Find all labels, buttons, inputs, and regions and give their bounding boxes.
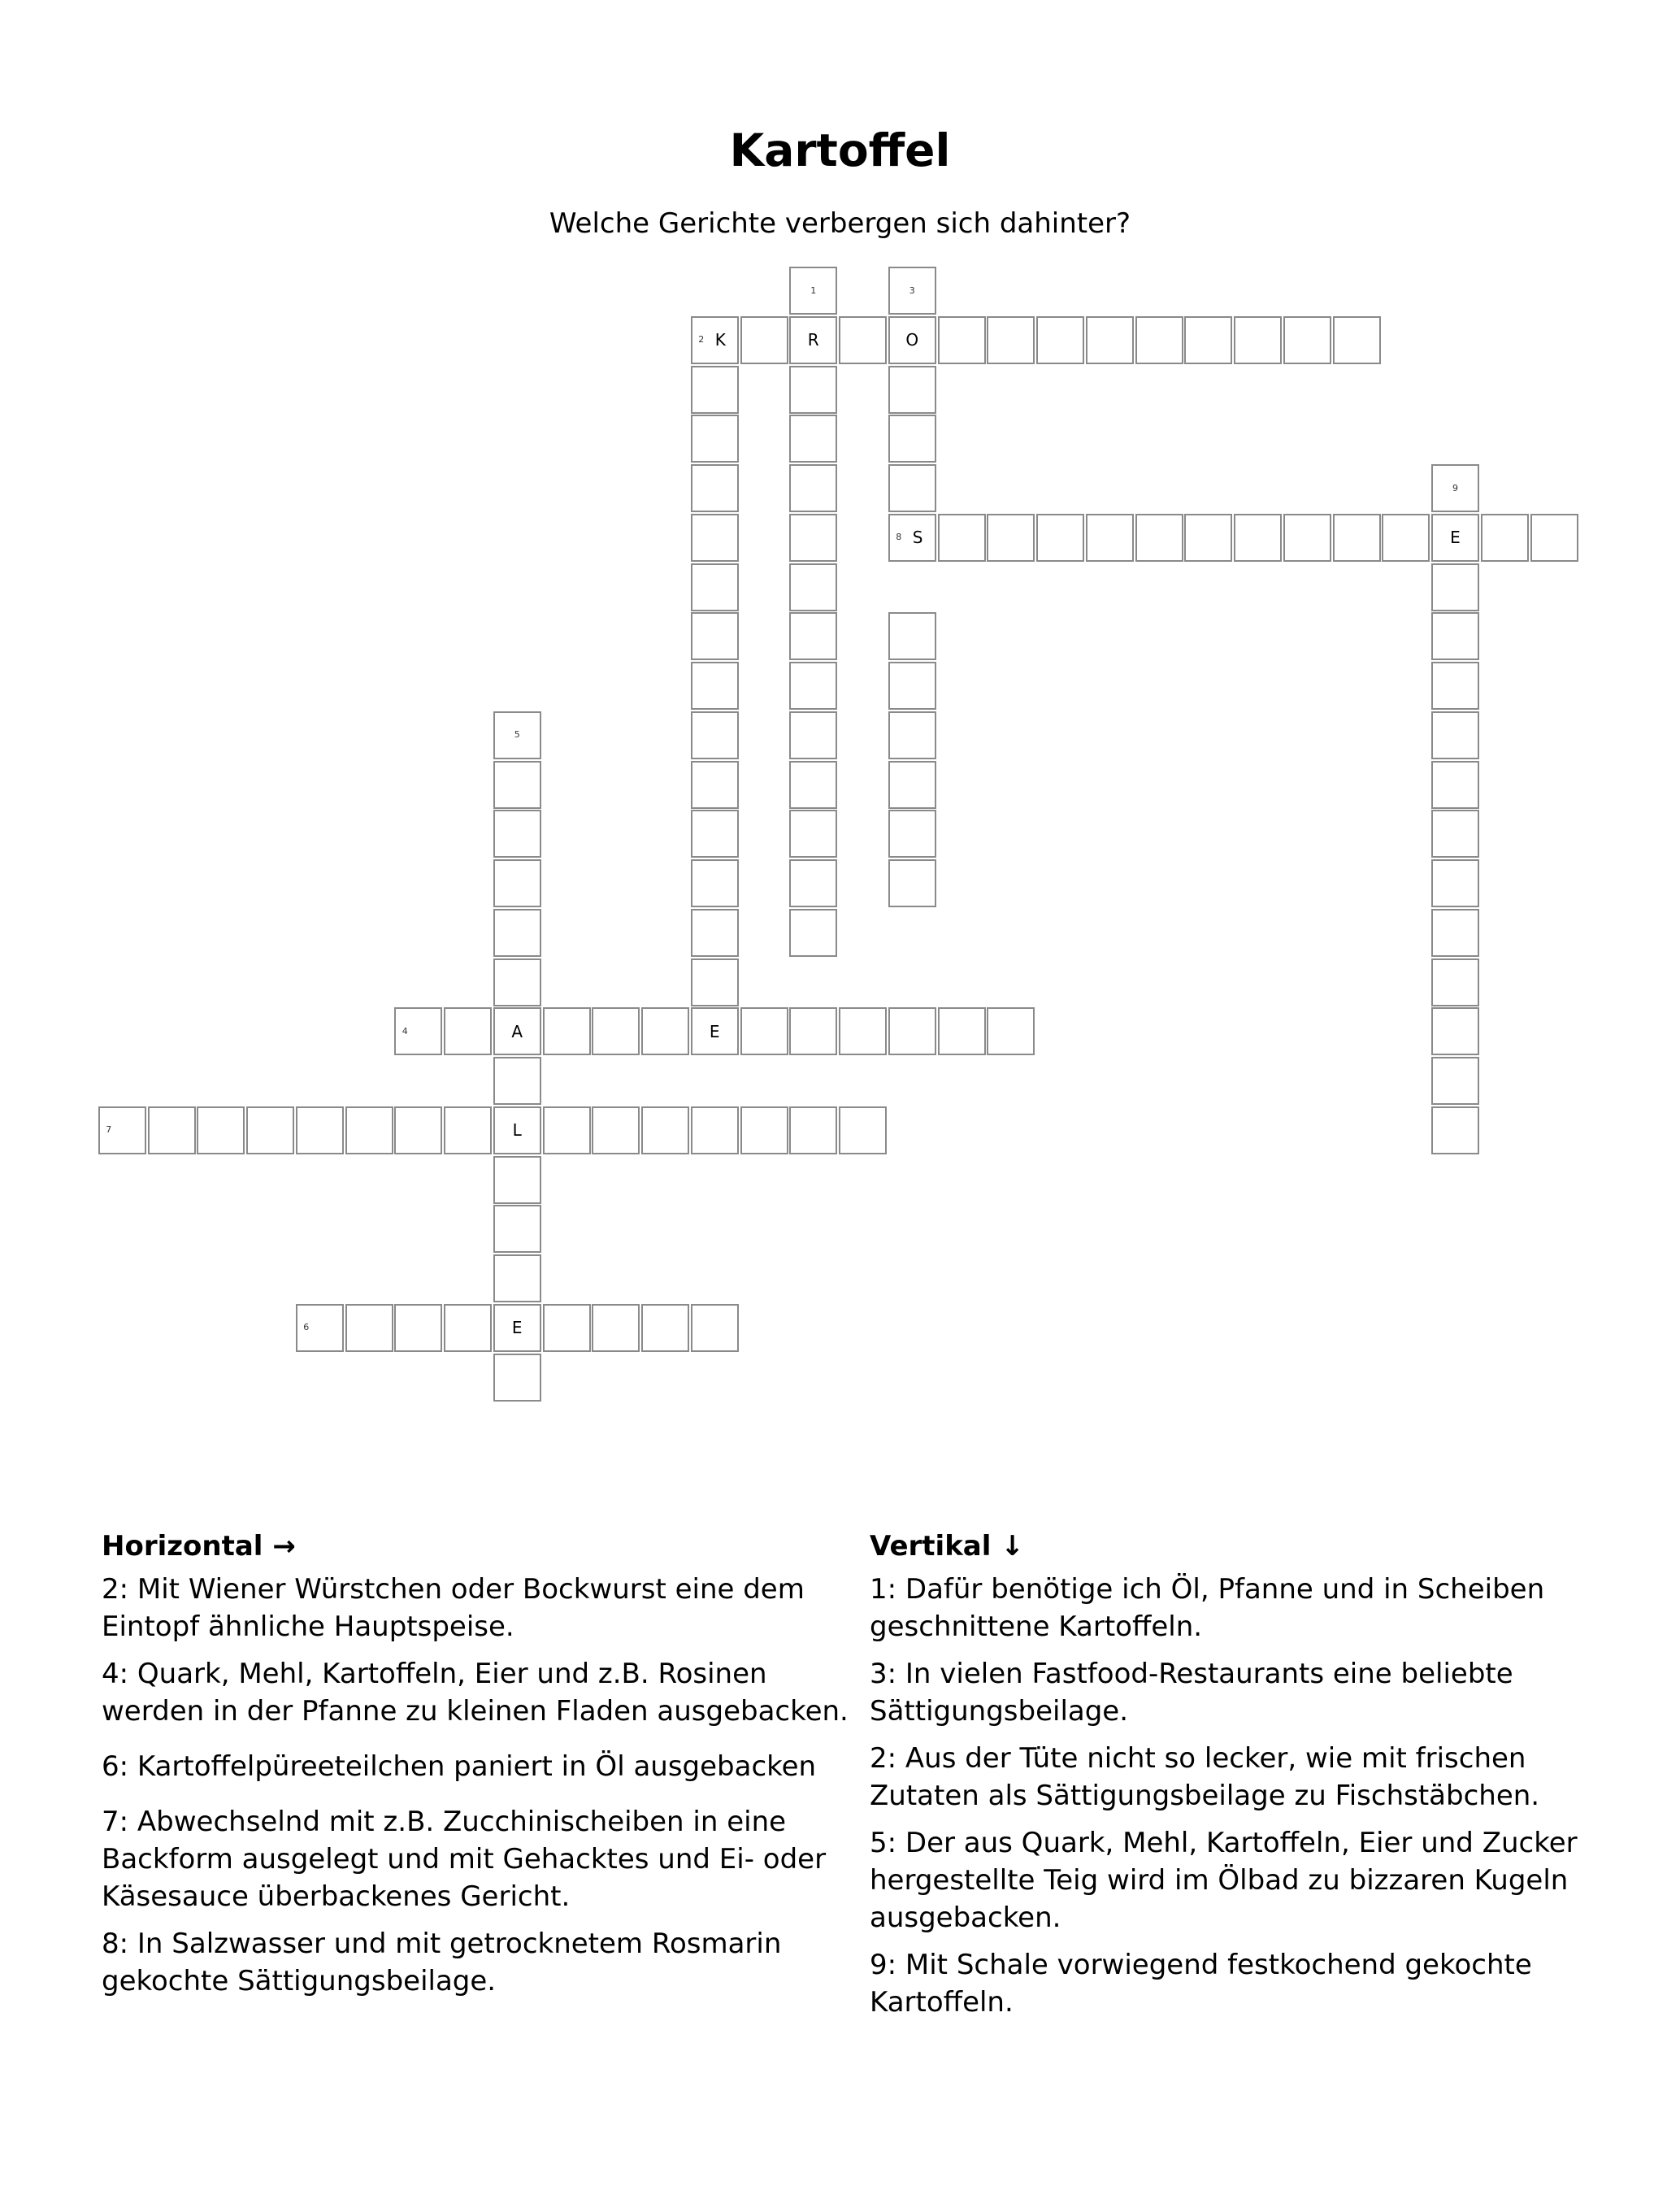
crossword-cell[interactable] bbox=[1530, 514, 1578, 562]
crossword-cell[interactable] bbox=[543, 1106, 591, 1154]
crossword-cell[interactable] bbox=[987, 316, 1035, 364]
crossword-cell[interactable] bbox=[789, 366, 837, 414]
crossword-cell[interactable] bbox=[1431, 810, 1479, 858]
crossword-cell[interactable] bbox=[1333, 514, 1381, 562]
crossword-cell[interactable] bbox=[543, 1007, 591, 1055]
crossword-cell[interactable] bbox=[345, 1304, 393, 1352]
crossword-cell[interactable] bbox=[641, 1007, 689, 1055]
crossword-cell[interactable] bbox=[1431, 662, 1479, 710]
crossword-cell[interactable] bbox=[938, 1007, 986, 1055]
crossword-cell[interactable] bbox=[938, 316, 986, 364]
crossword-cell[interactable] bbox=[691, 366, 739, 414]
crossword-cell[interactable] bbox=[493, 1205, 541, 1253]
crossword-cell[interactable] bbox=[888, 761, 936, 809]
clue-number: 2 bbox=[698, 334, 705, 346]
crossword-cell[interactable] bbox=[839, 316, 887, 364]
crossword-cell[interactable] bbox=[1135, 316, 1183, 364]
crossword-cell[interactable] bbox=[888, 514, 936, 562]
cell-letter: E bbox=[1450, 528, 1461, 548]
crossword-cell[interactable] bbox=[98, 1106, 146, 1154]
crossword-cell[interactable] bbox=[1431, 1007, 1479, 1055]
crossword-cell[interactable] bbox=[789, 514, 837, 562]
crossword-cell[interactable] bbox=[493, 1254, 541, 1302]
cell-letter: L bbox=[512, 1120, 522, 1141]
crossword-cell[interactable] bbox=[789, 909, 837, 957]
clue-number: 3 bbox=[909, 285, 915, 296]
crossword-cell[interactable] bbox=[888, 415, 936, 463]
crossword-cell[interactable] bbox=[789, 662, 837, 710]
crossword-cell[interactable] bbox=[740, 1007, 788, 1055]
crossword-cell[interactable] bbox=[493, 1057, 541, 1105]
crossword-cell[interactable] bbox=[691, 1106, 739, 1154]
crossword-cell[interactable] bbox=[789, 859, 837, 907]
crossword-cell[interactable] bbox=[296, 1304, 344, 1352]
crossword-cell[interactable] bbox=[691, 1007, 739, 1055]
clue-number: 1 bbox=[810, 285, 817, 296]
clue-number: 7 bbox=[106, 1124, 112, 1136]
cell-letter: O bbox=[905, 330, 919, 350]
crossword-cell[interactable] bbox=[789, 810, 837, 858]
crossword-cell[interactable] bbox=[641, 1106, 689, 1154]
crossword-cell[interactable] bbox=[1184, 316, 1232, 364]
crossword-cell[interactable] bbox=[493, 1304, 541, 1352]
crossword-cell[interactable] bbox=[296, 1106, 344, 1154]
clue-vertical-2: 2: Aus der Tüte nicht so lecker, wie mit frischen Zutaten als Sättigungsbeilage zu Fischstäbchen. bbox=[870, 1742, 1540, 1812]
crossword-cell[interactable] bbox=[493, 1354, 541, 1402]
clue-number: 5 bbox=[514, 729, 520, 741]
crossword-cell[interactable] bbox=[1234, 514, 1282, 562]
vertical-heading: Vertikal ↓ bbox=[870, 1530, 1024, 1563]
crossword-cell[interactable] bbox=[1283, 316, 1331, 364]
clue-vertical-9: 9: Mit Schale vorwiegend festkochend gekochte Kartoffeln. bbox=[870, 1949, 1532, 2019]
crossword-cell[interactable] bbox=[691, 958, 739, 1006]
crossword-cell[interactable] bbox=[691, 612, 739, 660]
crossword-cell[interactable] bbox=[543, 1304, 591, 1352]
crossword-cell[interactable] bbox=[888, 859, 936, 907]
crossword-cell[interactable] bbox=[493, 958, 541, 1006]
crossword-cell[interactable] bbox=[1036, 514, 1084, 562]
crossword-cell[interactable] bbox=[641, 1304, 689, 1352]
crossword-cell[interactable] bbox=[1431, 612, 1479, 660]
crossword-cell[interactable] bbox=[1431, 464, 1479, 512]
crossword-cell[interactable] bbox=[839, 1106, 887, 1154]
crossword-cell[interactable] bbox=[789, 563, 837, 611]
crossword-cell[interactable] bbox=[691, 662, 739, 710]
clue-vertical-5: 5: Der aus Quark, Mehl, Kartoffeln, Eier und Zucker hergestellte Teig wird im Ölbad zu bizzaren Kugeln ausgebacken. bbox=[870, 1827, 1578, 1934]
horizontal-heading: Horizontal → bbox=[102, 1530, 296, 1563]
crossword-cell[interactable] bbox=[789, 711, 837, 759]
crossword-cell[interactable] bbox=[1333, 316, 1381, 364]
crossword-cell[interactable] bbox=[444, 1304, 492, 1352]
crossword-cell[interactable] bbox=[592, 1007, 640, 1055]
crossword-cell[interactable] bbox=[1431, 514, 1479, 562]
cell-letter: R bbox=[807, 330, 819, 350]
crossword-cell[interactable] bbox=[691, 415, 739, 463]
crossword-cell[interactable] bbox=[888, 711, 936, 759]
crossword-cell[interactable] bbox=[888, 810, 936, 858]
crossword-cell[interactable] bbox=[1431, 563, 1479, 611]
crossword-cell[interactable] bbox=[148, 1106, 196, 1154]
vertical-clues bbox=[870, 1528, 1601, 2031]
crossword-cell[interactable] bbox=[691, 859, 739, 907]
crossword-cell[interactable] bbox=[1036, 316, 1084, 364]
crossword-cell[interactable] bbox=[493, 1156, 541, 1204]
crossword-cell[interactable] bbox=[789, 761, 837, 809]
crossword-cell[interactable] bbox=[888, 316, 936, 364]
clue-horizontal-4: 4: Quark, Mehl, Kartoffeln, Eier und z.B. Rosinen werden in der Pfanne zu kleinen Fladen ausgebacken. bbox=[102, 1658, 849, 1728]
crossword-cell[interactable] bbox=[246, 1106, 294, 1154]
crossword-cell[interactable] bbox=[740, 316, 788, 364]
crossword-cell[interactable] bbox=[394, 1106, 442, 1154]
clue-horizontal-8: 8: In Salzwasser und mit getrocknetem Rosmarin gekochte Sättigungsbeilage. bbox=[102, 1928, 782, 1997]
crossword-cell[interactable] bbox=[740, 1106, 788, 1154]
clue-vertical-1: 1: Dafür benötige ich Öl, Pfanne und in Scheiben geschnittene Kartoffeln. bbox=[870, 1573, 1545, 1643]
crossword-cell[interactable] bbox=[394, 1007, 442, 1055]
cell-letter: S bbox=[912, 528, 923, 548]
clue-vertical-3: 3: In vielen Fastfood-Restaurants eine beliebte Sättigungsbeilage. bbox=[870, 1658, 1513, 1728]
crossword-cell[interactable] bbox=[394, 1304, 442, 1352]
crossword-cell[interactable] bbox=[345, 1106, 393, 1154]
crossword-cell[interactable] bbox=[888, 267, 936, 315]
crossword-cell[interactable] bbox=[691, 711, 739, 759]
crossword-cell[interactable] bbox=[1431, 711, 1479, 759]
clue-number: 9 bbox=[1452, 482, 1458, 493]
crossword-cell[interactable] bbox=[592, 1304, 640, 1352]
crossword-cell[interactable] bbox=[789, 316, 837, 364]
crossword-cell[interactable] bbox=[888, 366, 936, 414]
crossword-cell[interactable] bbox=[1283, 514, 1331, 562]
horizontal-clues bbox=[102, 1528, 870, 2010]
crossword-cell[interactable] bbox=[1431, 859, 1479, 907]
crossword-cell[interactable] bbox=[1431, 1057, 1479, 1105]
crossword-cell[interactable] bbox=[444, 1106, 492, 1154]
crossword-cell[interactable] bbox=[789, 415, 837, 463]
crossword-cell[interactable] bbox=[1481, 514, 1529, 562]
crossword-cell[interactable] bbox=[789, 612, 837, 660]
crossword-cell[interactable] bbox=[592, 1106, 640, 1154]
crossword-cell[interactable] bbox=[789, 1007, 837, 1055]
crossword-cell[interactable] bbox=[691, 563, 739, 611]
cell-letter: A bbox=[511, 1021, 523, 1041]
clue-number: 8 bbox=[896, 532, 902, 543]
crossword-cell[interactable] bbox=[1431, 909, 1479, 957]
crossword-cell[interactable] bbox=[1086, 316, 1134, 364]
crossword-cell[interactable] bbox=[888, 464, 936, 512]
crossword-cell[interactable] bbox=[987, 514, 1035, 562]
clue-horizontal-7: 7: Abwechselnd mit z.B. Zucchinischeiben in eine Backform ausgelegt und mit Gehacktes und Ei- oder Käsesauce überbackenes Gericht. bbox=[102, 1806, 827, 1913]
crossword-cell[interactable] bbox=[493, 909, 541, 957]
crossword-cell[interactable] bbox=[691, 316, 739, 364]
crossword-cell[interactable] bbox=[444, 1007, 492, 1055]
crossword-cell[interactable] bbox=[493, 810, 541, 858]
crossword-cell[interactable] bbox=[691, 810, 739, 858]
page-title: Kartoffel bbox=[729, 124, 951, 176]
crossword-cell[interactable] bbox=[938, 514, 986, 562]
crossword-cell[interactable] bbox=[691, 514, 739, 562]
crossword-cell[interactable] bbox=[1086, 514, 1134, 562]
page-subtitle: Welche Gerichte verbergen sich dahinter? bbox=[549, 207, 1131, 240]
crossword-cell[interactable] bbox=[1184, 514, 1232, 562]
crossword-cell[interactable] bbox=[789, 1106, 837, 1154]
crossword-cell[interactable] bbox=[839, 1007, 887, 1055]
clue-horizontal-2: 2: Mit Wiener Würstchen oder Bockwurst eine dem Eintopf ähnliche Hauptspeise. bbox=[102, 1573, 805, 1643]
crossword-cell[interactable] bbox=[691, 761, 739, 809]
crossword-cell[interactable] bbox=[1431, 958, 1479, 1006]
crossword-cell[interactable] bbox=[493, 1007, 541, 1055]
crossword-cell[interactable] bbox=[493, 761, 541, 809]
crossword-cell[interactable] bbox=[789, 267, 837, 315]
crossword-cell[interactable] bbox=[987, 1007, 1035, 1055]
crossword-cell[interactable] bbox=[493, 711, 541, 759]
clue-horizontal-6: 6: Kartoffelpüreeteilchen paniert in Öl ausgebacken bbox=[102, 1750, 817, 1783]
crossword-cell[interactable] bbox=[1431, 761, 1479, 809]
crossword-cell[interactable] bbox=[789, 464, 837, 512]
cell-letter: E bbox=[709, 1021, 720, 1041]
crossword-cell[interactable] bbox=[691, 1304, 739, 1352]
crossword-cell[interactable] bbox=[691, 464, 739, 512]
crossword-cell[interactable] bbox=[1135, 514, 1183, 562]
crossword-cell[interactable] bbox=[888, 662, 936, 710]
clue-number: 4 bbox=[402, 1025, 408, 1037]
cell-letter: E bbox=[511, 1318, 523, 1338]
cell-letter: K bbox=[714, 330, 726, 350]
crossword-cell[interactable] bbox=[493, 859, 541, 907]
crossword-cell[interactable] bbox=[888, 612, 936, 660]
crossword-cell[interactable] bbox=[1431, 1106, 1479, 1154]
clue-number: 6 bbox=[303, 1322, 310, 1333]
crossword-cell[interactable] bbox=[888, 1007, 936, 1055]
crossword-cell[interactable] bbox=[197, 1106, 245, 1154]
crossword-cell[interactable] bbox=[1234, 316, 1282, 364]
crossword-cell[interactable] bbox=[1382, 514, 1430, 562]
crossword-cell[interactable] bbox=[691, 909, 739, 957]
crossword-cell[interactable] bbox=[493, 1106, 541, 1154]
